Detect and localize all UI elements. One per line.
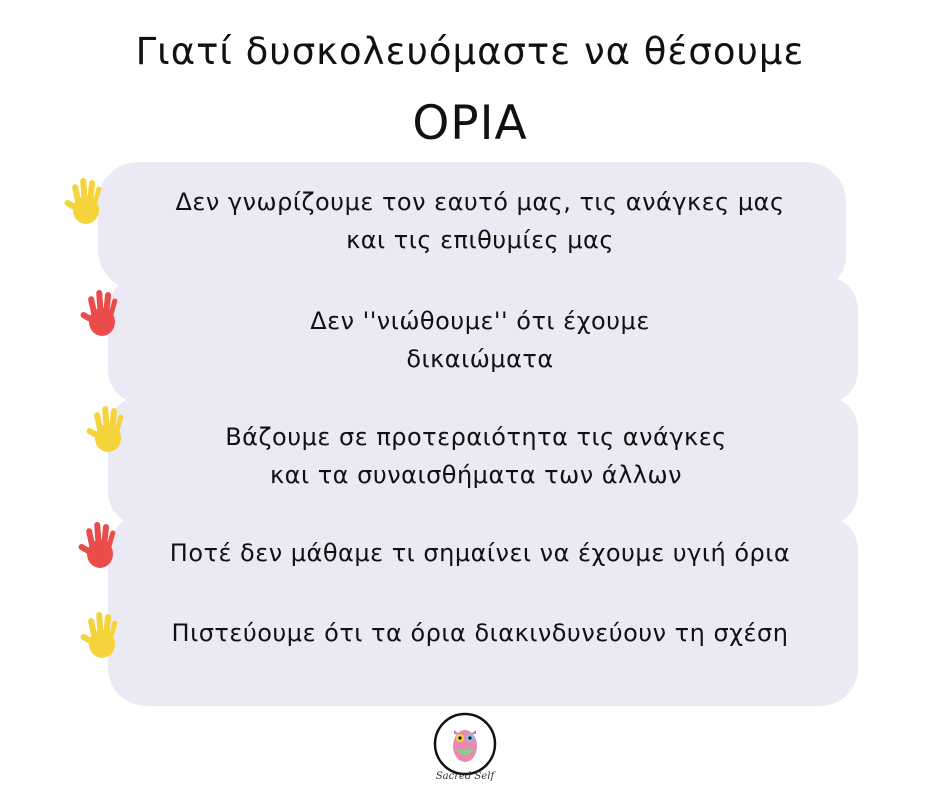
logo-text: Sacred Self [435,771,495,782]
reason-item-3: Βάζουμε σε προτεραιότητα τις ανάγκες και τα συναισθήματα των άλλων [225,423,727,489]
yellow-hand-icon [62,176,108,228]
red-hand-icon [76,520,122,572]
page-title: Γιατί δυσκολευόμαστε να θέσουμε [135,30,805,73]
yellow-hand-icon [78,610,124,662]
reason-item-4: Ποτέ δεν μάθαμε τι σημαίνει να έχουμε υγιή όρια [169,539,791,567]
reason-item-1: Δεν γνωρίζουμε τον εαυτό μας, τις ανάγκες μας και τις επιθυμίες μας [175,188,785,254]
reason-item-2: Δεν ''νιώθουμε'' ότι έχουμε δικαιώματα [310,307,650,373]
page-subtitle: ΟΡΙΑ [412,96,528,151]
red-hand-icon [78,288,124,340]
reason-item-5: Πιστεύουμε ότι τα όρια διακινδυνεύουν τη σχέση [171,619,789,647]
